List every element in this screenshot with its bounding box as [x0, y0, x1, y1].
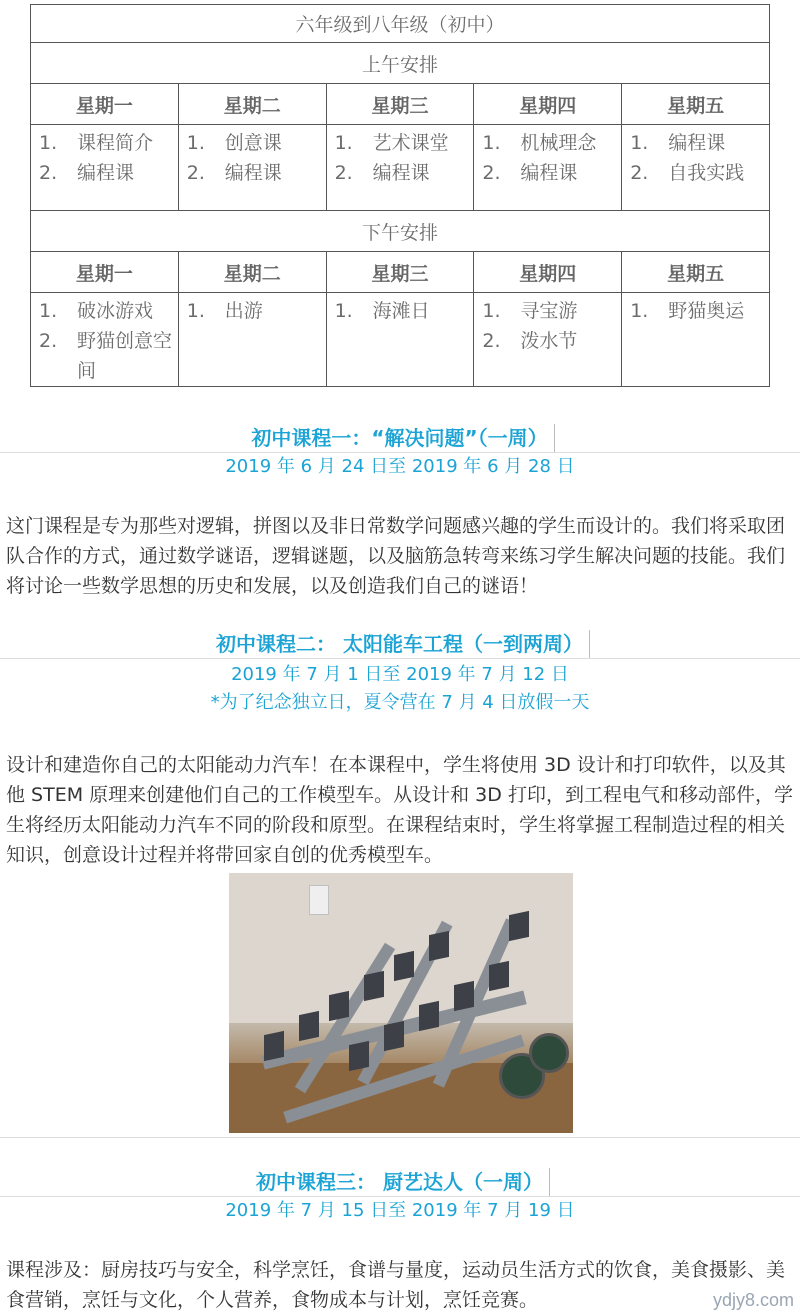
activity-list	[187, 128, 326, 188]
item-number: 2.	[39, 330, 58, 352]
day-header: 星期四	[474, 252, 622, 293]
activity-label: 野猫创意空间	[77, 330, 173, 382]
activity-list	[630, 296, 769, 326]
item-number: 1.	[186, 300, 205, 322]
schedule-title: 六年级到八年级（初中）	[31, 5, 770, 43]
activity-label: 创意课	[224, 132, 282, 154]
activity-label: 破冰游戏	[77, 300, 154, 322]
course-3-title: 初中课程三： 厨艺达人（一周）	[0, 1168, 800, 1197]
activity-item	[630, 128, 769, 158]
item-number: 1.	[334, 300, 353, 322]
activity-item	[630, 296, 769, 326]
item-number: 1.	[39, 132, 58, 154]
activity-label: 海滩日	[372, 300, 430, 322]
item-number: 2.	[630, 162, 649, 184]
activity-list	[630, 128, 769, 188]
activity-item	[39, 158, 178, 188]
activity-label: 出游	[224, 300, 263, 322]
day-header: 星期四	[474, 84, 622, 125]
activity-list	[335, 128, 474, 188]
item-number: 2.	[334, 162, 353, 184]
activity-label: 编程课	[77, 162, 135, 184]
divider	[0, 1137, 800, 1138]
divider	[0, 452, 800, 453]
activity-label: 艺术课堂	[372, 132, 449, 154]
item-number: 2.	[186, 162, 205, 184]
activity-list	[39, 296, 178, 386]
divider	[0, 1196, 800, 1197]
afternoon-label: 下午安排	[31, 211, 770, 252]
schedule-cell	[474, 293, 622, 387]
course-3-date: 2019 年 7 月 15 日至 2019 年 7 月 19 日	[225, 1200, 575, 1221]
activity-list	[482, 296, 621, 356]
activity-item	[482, 326, 621, 356]
activity-item	[335, 158, 474, 188]
day-header: 星期五	[622, 84, 770, 125]
course-3-description: 课程涉及：厨房技巧与安全，科学烹饪，食谱与量度，运动员生活方式的饮食，美食摄影、美食营销，烹饪与文化，个人营养，食物成本与计划，烹饪竞赛。	[6, 1259, 786, 1311]
day-header: 星期二	[178, 252, 326, 293]
activity-item	[39, 296, 178, 326]
day-header: 星期五	[622, 252, 770, 293]
schedule-cell	[622, 125, 770, 211]
schedule-cell	[178, 293, 326, 387]
wheel	[529, 1033, 569, 1073]
course-2-description: 设计和建造你自己的太阳能动力汽车！在本课程中，学生将使用 3D 设计和打印软件，以及其他 STEM 原理来创建他们自己的工作模型车。从设计和 3D 打印，到工程电气和移动部件，学生将经历太阳能动力汽车不同的阶段和原型。在课程结束时，学生将掌握工程制造过程的相关知识，创意设计过程并将带回家自创的优秀模型车。	[6, 754, 793, 866]
day-header: 星期一	[31, 252, 179, 293]
solar-car-photo	[229, 873, 573, 1133]
wall-outlet	[309, 885, 329, 915]
item-number: 1.	[39, 300, 58, 322]
activity-label: 编程课	[372, 162, 430, 184]
schedule-cell	[622, 293, 770, 387]
schedule-cell	[474, 125, 622, 211]
schedule-cell	[326, 293, 474, 387]
day-header: 星期三	[326, 252, 474, 293]
item-number: 1.	[630, 132, 649, 154]
item-number: 1.	[482, 300, 501, 322]
divider	[0, 658, 800, 659]
item-number: 2.	[482, 330, 501, 352]
activity-item	[482, 158, 621, 188]
activity-label: 野猫奥运	[668, 300, 745, 322]
activity-item	[39, 128, 178, 158]
morning-label: 上午安排	[31, 43, 770, 84]
schedule-cell	[31, 293, 179, 387]
activity-label: 泼水节	[520, 330, 578, 352]
day-header: 星期三	[326, 84, 474, 125]
day-header: 星期一	[31, 84, 179, 125]
item-number: 1.	[334, 132, 353, 154]
schedule-cell	[326, 125, 474, 211]
course-1-description: 这门课程是专为那些对逻辑，拼图以及非日常数学问题感兴趣的学生而设计的。我们将采取团队合作的方式，通过数学谜语，逻辑谜题，以及脑筋急转弯来练习学生解决问题的技能。我们将讨论一些数学思想的历史和发展，以及创造我们自己的谜语！	[6, 515, 786, 597]
activity-list	[39, 128, 178, 188]
day-header: 星期二	[178, 84, 326, 125]
activity-label: 编程课	[668, 132, 726, 154]
activity-label: 寻宝游	[520, 300, 578, 322]
item-number: 1.	[630, 300, 649, 322]
schedule-cell	[31, 125, 179, 211]
schedule-table	[30, 4, 770, 387]
course-2-title: 初中课程二： 太阳能车工程（一到两周）	[0, 630, 800, 659]
activity-list	[335, 296, 474, 326]
item-number: 2.	[482, 162, 501, 184]
activity-item	[630, 158, 769, 188]
item-number: 1.	[482, 132, 501, 154]
activity-item	[39, 326, 178, 386]
activity-item	[187, 128, 326, 158]
activity-label: 自我实践	[668, 162, 745, 184]
activity-item	[187, 296, 326, 326]
activity-item	[482, 128, 621, 158]
activity-item	[187, 158, 326, 188]
course-2-date: 2019 年 7 月 1 日至 2019 年 7 月 12 日	[231, 664, 569, 685]
site-watermark: ydjy8.com	[712, 1290, 794, 1310]
activity-item	[335, 128, 474, 158]
item-number: 2.	[39, 162, 58, 184]
activity-item	[482, 296, 621, 326]
activity-label: 机械理念	[520, 132, 597, 154]
activity-label: 编程课	[224, 162, 282, 184]
activity-list	[482, 128, 621, 188]
activity-label: 课程简介	[77, 132, 154, 154]
item-number: 1.	[186, 132, 205, 154]
activity-label: 编程课	[520, 162, 578, 184]
course-2-note: *为了纪念独立日，夏令营在 7 月 4 日放假一天	[210, 692, 590, 713]
course-1-title: 初中课程一：“解决问题”（一周）	[0, 424, 800, 453]
activity-list	[187, 296, 326, 326]
course-1-date: 2019 年 6 月 24 日至 2019 年 6 月 28 日	[225, 456, 575, 477]
schedule-cell	[178, 125, 326, 211]
activity-item	[335, 296, 474, 326]
